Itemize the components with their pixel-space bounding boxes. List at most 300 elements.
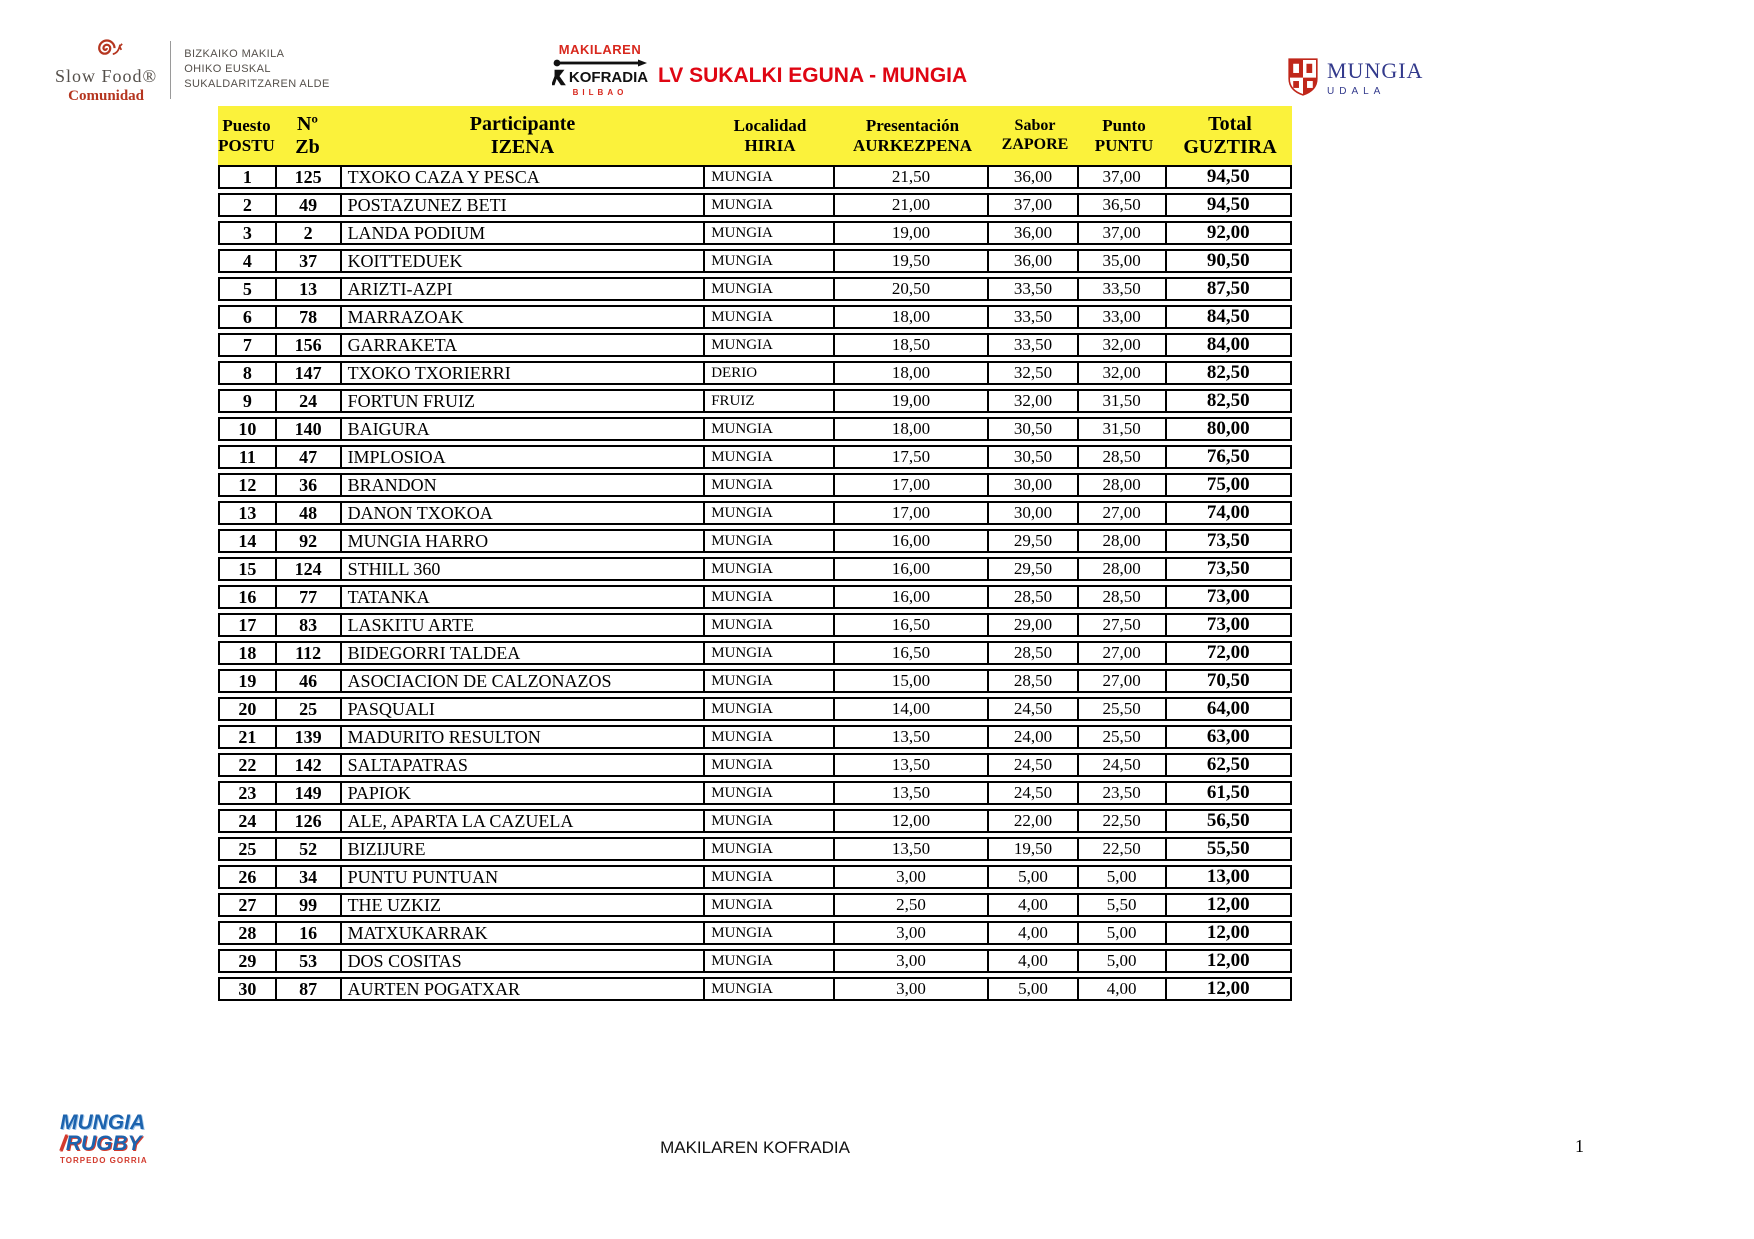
cell-points: 28,50 — [1079, 587, 1167, 607]
cell-number: 16 — [277, 923, 342, 943]
cell-taste: 33,50 — [989, 335, 1079, 355]
header-aurkezpena — [835, 116, 990, 155]
header-puesto-es: Puesto — [222, 115, 271, 135]
cell-presentation: 21,50 — [835, 167, 989, 187]
table-row — [218, 557, 1292, 581]
cell-presentation: 17,00 — [835, 503, 989, 523]
cell-participant: POSTAZUNEZ BETI — [342, 195, 706, 215]
makila-stick-icon — [552, 58, 648, 68]
cell-town: MUNGIA — [705, 979, 835, 999]
cell-presentation: 3,00 — [835, 923, 989, 943]
cell-total: 73,00 — [1206, 615, 1250, 635]
header-zb — [275, 113, 340, 159]
cell-number: 140 — [277, 419, 342, 439]
cell-participant: IMPLOSIOA — [342, 447, 706, 467]
cell-presentation: 13,50 — [835, 783, 989, 803]
cell-points: 33,00 — [1079, 307, 1167, 327]
cell-participant: BIDEGORRI TALDEA — [342, 643, 706, 663]
cell-town: MUNGIA — [705, 615, 835, 635]
cell-town: MUNGIA — [705, 587, 835, 607]
cell-total: 87,50 — [1206, 279, 1250, 299]
cell-total: 74,00 — [1206, 503, 1250, 523]
cell-number: 77 — [277, 587, 342, 607]
cell-town: MUNGIA — [705, 559, 835, 579]
page-title: LV SUKALKI EGUNA - MUNGIA — [658, 64, 968, 87]
bilbao-text: BILBAO — [572, 88, 628, 97]
table-row — [218, 501, 1292, 525]
cell-town: MUNGIA — [705, 699, 835, 719]
table-row — [218, 277, 1292, 301]
page-number: 1 — [1575, 1136, 1584, 1156]
cell-presentation: 19,00 — [835, 223, 989, 243]
cell-town: MUNGIA — [705, 951, 835, 971]
cell-number: 142 — [277, 755, 342, 775]
cell-points: 27,00 — [1079, 503, 1167, 523]
cell-taste: 36,00 — [989, 223, 1079, 243]
table-row — [218, 977, 1292, 1001]
cell-puesto: 6 — [220, 307, 277, 327]
cell-number: 83 — [277, 615, 342, 635]
cell-presentation: 13,50 — [835, 755, 989, 775]
cell-presentation: 16,00 — [835, 531, 989, 551]
cell-points: 32,00 — [1079, 363, 1167, 383]
cell-participant: TXOKO CAZA Y PESCA — [342, 167, 706, 187]
cell-total: 82,50 — [1206, 391, 1250, 411]
side-line-2: OHIKO EUSKAL — [184, 63, 271, 75]
cell-town: MUNGIA — [705, 839, 835, 859]
table-row — [218, 865, 1292, 889]
cell-presentation: 21,00 — [835, 195, 989, 215]
cell-town: MUNGIA — [705, 531, 835, 551]
cell-total: 94,50 — [1206, 195, 1250, 215]
kofradia-figure-icon — [552, 69, 567, 86]
cell-presentation: 16,00 — [835, 587, 989, 607]
cell-town: MUNGIA — [705, 167, 835, 187]
table-row — [218, 669, 1292, 693]
cell-taste: 24,50 — [989, 755, 1079, 775]
header-hiria — [705, 116, 835, 155]
cell-total: 92,00 — [1206, 223, 1250, 243]
cell-puesto: 29 — [220, 951, 277, 971]
cell-points: 32,00 — [1079, 335, 1167, 355]
cell-participant: BRANDON — [342, 475, 706, 495]
cell-number: 2 — [277, 223, 342, 243]
rugby-slash: / — [60, 1132, 66, 1155]
cell-town: MUNGIA — [705, 727, 835, 747]
table-row — [218, 697, 1292, 721]
cell-total: 84,00 — [1206, 335, 1250, 355]
cell-town: FRUIZ — [705, 391, 835, 411]
cell-taste: 22,00 — [989, 811, 1079, 831]
cell-presentation: 16,50 — [835, 615, 989, 635]
table-row — [218, 165, 1292, 189]
logo-divider — [170, 41, 171, 99]
table-body — [218, 165, 1292, 1001]
cell-participant: TATANKA — [342, 587, 706, 607]
table-row — [218, 921, 1292, 945]
header-izena-eu: IZENA — [490, 135, 555, 158]
mungia-udala-text — [1327, 58, 1423, 97]
cell-taste: 28,50 — [989, 671, 1079, 691]
cell-puesto: 19 — [220, 671, 277, 691]
cell-total: 90,50 — [1206, 251, 1250, 271]
table-row — [218, 753, 1292, 777]
slow-food-name: Slow Food® — [55, 66, 158, 86]
cell-presentation: 15,00 — [835, 671, 989, 691]
cell-participant: DOS COSITAS — [342, 951, 706, 971]
cell-taste: 29,50 — [989, 559, 1079, 579]
cell-presentation: 17,50 — [835, 447, 989, 467]
cell-total: 64,00 — [1206, 699, 1250, 719]
cell-puesto: 16 — [220, 587, 277, 607]
cell-number: 78 — [277, 307, 342, 327]
table-row — [218, 949, 1292, 973]
cell-number: 24 — [277, 391, 342, 411]
cell-town: MUNGIA — [705, 335, 835, 355]
mungia-shield-icon — [1288, 58, 1318, 96]
cell-presentation: 18,50 — [835, 335, 989, 355]
cell-taste: 24,50 — [989, 699, 1079, 719]
cell-participant: MUNGIA HARRO — [342, 531, 706, 551]
rugby-line2-text: RUGBY — [65, 1132, 142, 1155]
cell-number: 48 — [277, 503, 342, 523]
slow-food-logo — [55, 34, 330, 105]
cell-total: 72,00 — [1206, 643, 1250, 663]
cell-number: 13 — [277, 279, 342, 299]
header-puesto-eu: POSTU — [218, 135, 275, 155]
table-row — [218, 529, 1292, 553]
cell-total: 73,50 — [1206, 531, 1250, 551]
cell-taste: 29,50 — [989, 531, 1079, 551]
cell-town: MUNGIA — [705, 503, 835, 523]
cell-taste: 36,00 — [989, 251, 1079, 271]
cell-puesto: 28 — [220, 923, 277, 943]
cell-points: 25,50 — [1079, 727, 1167, 747]
cell-total: 73,00 — [1206, 587, 1250, 607]
cell-total: 73,50 — [1206, 559, 1250, 579]
slow-food-comunidad: Comunidad — [68, 88, 145, 104]
table-header — [218, 106, 1292, 165]
table-row — [218, 333, 1292, 357]
cell-presentation: 3,00 — [835, 867, 989, 887]
cell-puesto: 22 — [220, 755, 277, 775]
cell-points: 5,00 — [1079, 867, 1167, 887]
cell-taste: 33,50 — [989, 307, 1079, 327]
cell-total: 80,00 — [1206, 419, 1250, 439]
kofradia-text: KOFRADIA — [568, 69, 649, 86]
cell-puesto: 20 — [220, 699, 277, 719]
cell-town: MUNGIA — [705, 671, 835, 691]
cell-taste: 4,00 — [989, 951, 1079, 971]
cell-town: MUNGIA — [705, 811, 835, 831]
cell-participant: LASKITU ARTE — [342, 615, 706, 635]
cell-puesto: 23 — [220, 783, 277, 803]
cell-town: MUNGIA — [705, 419, 835, 439]
header-puesto — [218, 116, 275, 155]
cell-puesto: 17 — [220, 615, 277, 635]
cell-number: 112 — [277, 643, 342, 663]
cell-puesto: 9 — [220, 391, 277, 411]
header-hiria-es: Localidad — [733, 115, 807, 135]
cell-participant: PASQUALI — [342, 699, 706, 719]
cell-presentation: 14,00 — [835, 699, 989, 719]
cell-participant: AURTEN POGATXAR — [342, 979, 706, 999]
cell-puesto: 5 — [220, 279, 277, 299]
bizkaiko-makila-text — [184, 47, 330, 92]
cell-town: MUNGIA — [705, 223, 835, 243]
cell-puesto: 21 — [220, 727, 277, 747]
cell-number: 125 — [277, 167, 342, 187]
cell-puesto: 10 — [220, 419, 277, 439]
cell-taste: 28,50 — [989, 643, 1079, 663]
kofradia-wordmark-row — [548, 69, 652, 86]
cell-taste: 33,50 — [989, 279, 1079, 299]
cell-number: 99 — [277, 895, 342, 915]
cell-town: MUNGIA — [705, 755, 835, 775]
cell-points: 5,00 — [1079, 923, 1167, 943]
table-row — [218, 389, 1292, 413]
header-zapore — [990, 117, 1080, 154]
cell-presentation: 16,50 — [835, 643, 989, 663]
cell-presentation: 13,50 — [835, 727, 989, 747]
cell-puesto: 24 — [220, 811, 277, 831]
header-zb-es: Nº — [296, 112, 319, 135]
cell-points: 35,00 — [1079, 251, 1167, 271]
cell-total: 84,50 — [1206, 307, 1250, 327]
cell-town: MUNGIA — [705, 783, 835, 803]
cell-puesto: 27 — [220, 895, 277, 915]
udala-text: UDALA — [1327, 86, 1386, 97]
cell-total: 94,50 — [1206, 167, 1250, 187]
cell-town: MUNGIA — [705, 251, 835, 271]
cell-puesto: 30 — [220, 979, 277, 999]
cell-participant: GARRAKETA — [342, 335, 706, 355]
side-line-1: BIZKAIKO MAKILA — [184, 48, 285, 60]
cell-town: MUNGIA — [705, 923, 835, 943]
cell-taste: 32,50 — [989, 363, 1079, 383]
header-zapore-es: Sabor — [1014, 117, 1056, 135]
cell-participant: TXOKO TXORIERRI — [342, 363, 706, 383]
cell-presentation: 18,00 — [835, 419, 989, 439]
cell-number: 124 — [277, 559, 342, 579]
cell-participant: FORTUN FRUIZ — [342, 391, 706, 411]
table-row — [218, 361, 1292, 385]
cell-taste: 5,00 — [989, 867, 1079, 887]
table-row — [218, 417, 1292, 441]
cell-total: 82,50 — [1206, 363, 1250, 383]
cell-points: 31,50 — [1079, 419, 1167, 439]
cell-presentation: 17,00 — [835, 475, 989, 495]
snail-icon — [89, 34, 123, 64]
cell-participant: STHILL 360 — [342, 559, 706, 579]
cell-taste: 30,00 — [989, 475, 1079, 495]
cell-presentation: 18,00 — [835, 363, 989, 383]
cell-total: 12,00 — [1206, 895, 1250, 915]
cell-number: 53 — [277, 951, 342, 971]
cell-taste: 37,00 — [989, 195, 1079, 215]
cell-town: MUNGIA — [705, 195, 835, 215]
cell-town: MUNGIA — [705, 279, 835, 299]
cell-points: 27,50 — [1079, 615, 1167, 635]
cell-presentation: 2,50 — [835, 895, 989, 915]
cell-total: 76,50 — [1206, 447, 1250, 467]
cell-number: 49 — [277, 195, 342, 215]
cell-number: 92 — [277, 531, 342, 551]
cell-points: 22,50 — [1079, 839, 1167, 859]
cell-puesto: 12 — [220, 475, 277, 495]
results-table — [218, 106, 1292, 1005]
cell-number: 46 — [277, 671, 342, 691]
cell-points: 22,50 — [1079, 811, 1167, 831]
cell-town: MUNGIA — [705, 643, 835, 663]
cell-total: 61,50 — [1206, 783, 1250, 803]
cell-total: 13,00 — [1206, 867, 1250, 887]
cell-puesto: 3 — [220, 223, 277, 243]
cell-taste: 30,50 — [989, 419, 1079, 439]
cell-total: 75,00 — [1206, 475, 1250, 495]
header-zapore-eu: ZAPORE — [1001, 135, 1069, 153]
cell-town: MUNGIA — [705, 895, 835, 915]
rugby-line1: MUNGIA — [60, 1111, 146, 1134]
cell-total: 12,00 — [1206, 951, 1250, 971]
cell-presentation: 3,00 — [835, 979, 989, 999]
cell-points: 36,50 — [1079, 195, 1167, 215]
header-hiria-eu: HIRIA — [744, 135, 796, 155]
cell-puesto: 14 — [220, 531, 277, 551]
cell-presentation: 3,00 — [835, 951, 989, 971]
cell-number: 156 — [277, 335, 342, 355]
cell-town: DERIO — [705, 363, 835, 383]
header-aurkezpena-eu: AURKEZPENA — [852, 135, 972, 155]
cell-taste: 24,00 — [989, 727, 1079, 747]
table-row — [218, 893, 1292, 917]
mungia-udala-logo — [1288, 58, 1423, 97]
header-total — [1168, 113, 1292, 159]
cell-participant: ARIZTI-AZPI — [342, 279, 706, 299]
cell-taste: 19,50 — [989, 839, 1079, 859]
cell-taste: 36,00 — [989, 167, 1079, 187]
cell-puesto: 8 — [220, 363, 277, 383]
table-row — [218, 249, 1292, 273]
cell-points: 37,00 — [1079, 167, 1167, 187]
cell-number: 147 — [277, 363, 342, 383]
table-row — [218, 445, 1292, 469]
cell-participant: SALTAPATRAS — [342, 755, 706, 775]
cell-number: 52 — [277, 839, 342, 859]
cell-participant: THE UZKIZ — [342, 895, 706, 915]
cell-total: 70,50 — [1206, 671, 1250, 691]
cell-town: MUNGIA — [705, 447, 835, 467]
cell-puesto: 15 — [220, 559, 277, 579]
header-puntu-es: Punto — [1102, 115, 1146, 135]
cell-total: 12,00 — [1206, 923, 1250, 943]
cell-number: 139 — [277, 727, 342, 747]
cell-points: 24,50 — [1079, 755, 1167, 775]
cell-number: 87 — [277, 979, 342, 999]
cell-presentation: 20,50 — [835, 279, 989, 299]
cell-points: 27,00 — [1079, 643, 1167, 663]
table-row — [218, 613, 1292, 637]
cell-taste: 4,00 — [989, 923, 1079, 943]
table-row — [218, 725, 1292, 749]
header-zb-eu: Zb — [295, 135, 320, 158]
rugby-line2 — [60, 1133, 170, 1154]
cell-participant: MARRAZOAK — [342, 307, 706, 327]
header-izena-es: Participante — [469, 112, 576, 135]
cell-presentation: 13,50 — [835, 839, 989, 859]
cell-town: MUNGIA — [705, 307, 835, 327]
cell-total: 12,00 — [1206, 979, 1250, 999]
cell-points: 37,00 — [1079, 223, 1167, 243]
cell-points: 28,00 — [1079, 475, 1167, 495]
cell-participant: PAPIOK — [342, 783, 706, 803]
side-line-3: SUKALDARITZAREN ALDE — [184, 78, 330, 90]
cell-presentation: 12,00 — [835, 811, 989, 831]
cell-points: 25,50 — [1079, 699, 1167, 719]
cell-taste: 32,00 — [989, 391, 1079, 411]
cell-taste: 30,00 — [989, 503, 1079, 523]
header-izena — [340, 113, 705, 159]
cell-town: MUNGIA — [705, 475, 835, 495]
cell-points: 4,00 — [1079, 979, 1167, 999]
cell-puesto: 26 — [220, 867, 277, 887]
cell-total: 63,00 — [1206, 727, 1250, 747]
cell-number: 37 — [277, 251, 342, 271]
cell-puesto: 1 — [220, 167, 277, 187]
cell-puesto: 18 — [220, 643, 277, 663]
cell-taste: 24,50 — [989, 783, 1079, 803]
cell-presentation: 18,00 — [835, 307, 989, 327]
cell-participant: PUNTU PUNTUAN — [342, 867, 706, 887]
table-row — [218, 781, 1292, 805]
cell-town: MUNGIA — [705, 867, 835, 887]
cell-taste: 30,50 — [989, 447, 1079, 467]
cell-taste: 5,00 — [989, 979, 1079, 999]
cell-number: 34 — [277, 867, 342, 887]
cell-puesto: 11 — [220, 447, 277, 467]
table-row — [218, 305, 1292, 329]
cell-total: 55,50 — [1206, 839, 1250, 859]
mungia-name: MUNGIA — [1327, 58, 1424, 83]
header-total-es: Total — [1208, 112, 1252, 135]
footer-text: MAKILAREN KOFRADIA — [660, 1138, 850, 1157]
cell-participant: DANON TXOKOA — [342, 503, 706, 523]
cell-participant: ALE, APARTA LA CAZUELA — [342, 811, 706, 831]
makilaren-kofradia-logo — [548, 42, 652, 97]
cell-taste: 29,00 — [989, 615, 1079, 635]
table-row — [218, 641, 1292, 665]
header-aurkezpena-es: Presentación — [865, 115, 960, 135]
cell-taste: 4,00 — [989, 895, 1079, 915]
cell-puesto: 25 — [220, 839, 277, 859]
table-row — [218, 585, 1292, 609]
cell-participant: BAIGURA — [342, 419, 706, 439]
table-row — [218, 837, 1292, 861]
cell-total: 62,50 — [1206, 755, 1250, 775]
cell-points: 31,50 — [1079, 391, 1167, 411]
cell-number: 149 — [277, 783, 342, 803]
cell-puesto: 4 — [220, 251, 277, 271]
cell-presentation: 16,00 — [835, 559, 989, 579]
cell-points: 33,50 — [1079, 279, 1167, 299]
cell-presentation: 19,00 — [835, 391, 989, 411]
header-total-eu: GUZTIRA — [1183, 135, 1277, 158]
makilaren-wordmark: MAKILAREN — [558, 42, 642, 57]
rugby-line3: TORPEDO GORRIA — [60, 1156, 148, 1165]
cell-participant: ASOCIACION DE CALZONAZOS — [342, 671, 706, 691]
cell-participant: KOITTEDUEK — [342, 251, 706, 271]
cell-points: 23,50 — [1079, 783, 1167, 803]
